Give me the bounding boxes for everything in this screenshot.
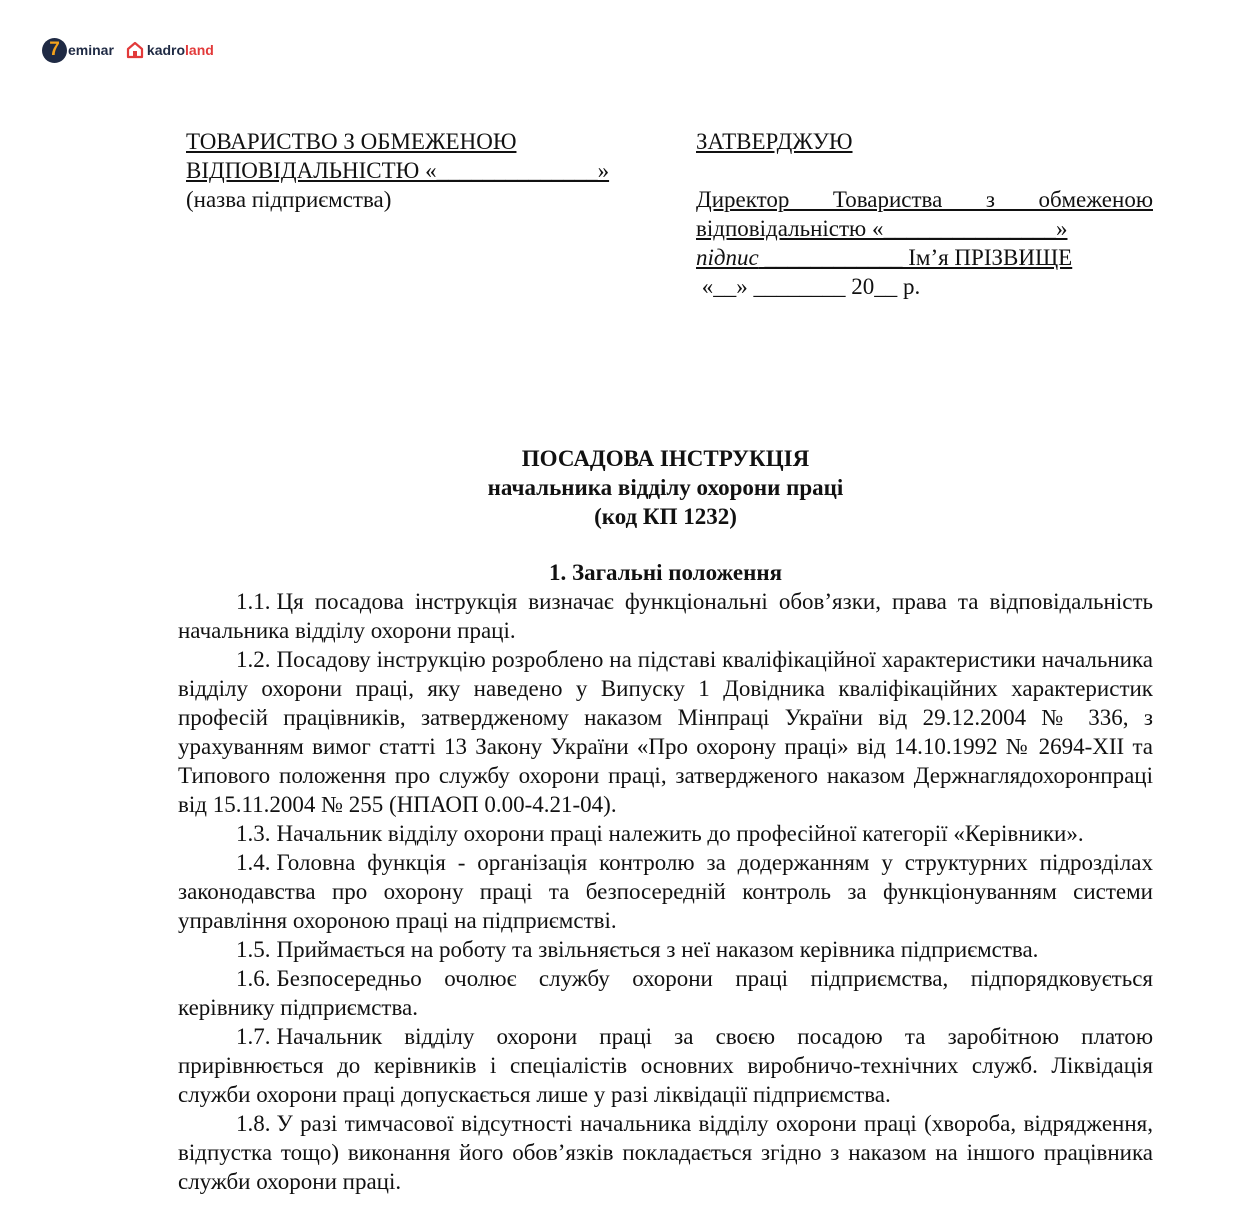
kadroland-logo-text-1: kadro — [146, 42, 186, 58]
paragraph-1-3: 1.3. Начальник відділу охорони праці належить до професійної категорії «Керівники». — [236, 821, 1084, 846]
seminar-logo-digit: 7 — [42, 38, 67, 63]
document-subtitle: начальника відділу охорони праці — [487, 475, 844, 500]
seminar-logo — [42, 38, 114, 63]
approval-signature-row — [696, 243, 1153, 272]
paragraph-1-1: 1.1. Ця посадова інструкція визначає функціональні обов’язки, права та відповідальність начальника відділу охорони праці. — [178, 589, 1153, 643]
paragraph-1-2: 1.2. Посадову інструкцію розроблено на підставі кваліфікаційної характеристики начальника відділу охорони праці, яку наведено у Випуску 1 Довідника кваліфікаційних характеристик професій працівників, затвердженому наказом Мінпраці України від 29.12.2004 № 336, з урахуванням вимог статті 13 Закону України «Про охорону праці» від 14.10.1992 № 2694-XII та Типового положення про службу охорони праці, затвердженого наказом Держнаглядохоронпраці від 15.11.2004 № 255 (НПАОП 0.00-4.21-04). — [178, 647, 1153, 817]
paragraph-1-4: 1.4. Головна функція - організація контролю за додержанням у структурних підрозділах законодавства про охорону праці та безпосередній контроль за функціонуванням системи управління охороною праці на підприємстві. — [178, 850, 1153, 933]
signature-line: ____________ Ім’я ПРІЗВИЩЕ — [764, 245, 1073, 270]
paragraph-1-5: 1.5. Приймається на роботу та звільняється з неї наказом керівника підприємства. — [236, 937, 1039, 962]
approval-date-line: «__» ________ 20__ р. — [696, 274, 921, 299]
approval-block — [696, 127, 1153, 301]
signature-label: підпис — [696, 245, 759, 270]
paragraph-1-6: 1.6. Безпосередньо очолює службу охорони праці підприємства, підпорядковується керівнику підприємства. — [178, 966, 1153, 1020]
company-name-hint: (назва підприємства) — [186, 187, 392, 212]
document-code: (код КП 1232) — [594, 504, 737, 529]
company-block — [186, 127, 666, 214]
header-logos — [42, 36, 214, 64]
document-title: ПОСАДОВА ІНСТРУКЦІЯ — [521, 446, 810, 471]
kadroland-logo — [126, 41, 214, 59]
company-name-line1: ТОВАРИСТВО З ОБМЕЖЕНОЮ — [186, 129, 517, 154]
approval-position-line1: Директор Товариства з обмеженою — [696, 187, 1153, 212]
approval-position-line2: відповідальністю «_______________» — [696, 216, 1068, 241]
approval-heading: ЗАТВЕРДЖУЮ — [696, 129, 853, 154]
section-body — [178, 587, 1153, 1196]
document-title-block — [178, 444, 1153, 531]
kadroland-logo-text-2: land — [185, 42, 214, 58]
seminar-logo-text: eminar — [68, 42, 114, 58]
company-name-line2: ВІДПОВІДАЛЬНІСТЮ «______________» — [186, 158, 610, 183]
section-title: 1. Загальні положення — [548, 560, 783, 585]
house-icon — [126, 41, 144, 59]
paragraph-1-7: 1.7. Начальник відділу охорони праці за своєю посадою та заробітною платою прирівнюється до керівників і спеціалістів основних виробничо-технічних служб. Ліквідація служби охорони праці допускається лише у разі ліквідації підприємства. — [178, 1024, 1153, 1107]
paragraph-1-8: 1.8. У разі тимчасової відсутності начальника відділу охорони праці (хвороба, відрядження, відпустка тощо) виконання його обов’язків покладається згідно з наказом на іншого працівника служби охорони праці. — [178, 1111, 1153, 1194]
